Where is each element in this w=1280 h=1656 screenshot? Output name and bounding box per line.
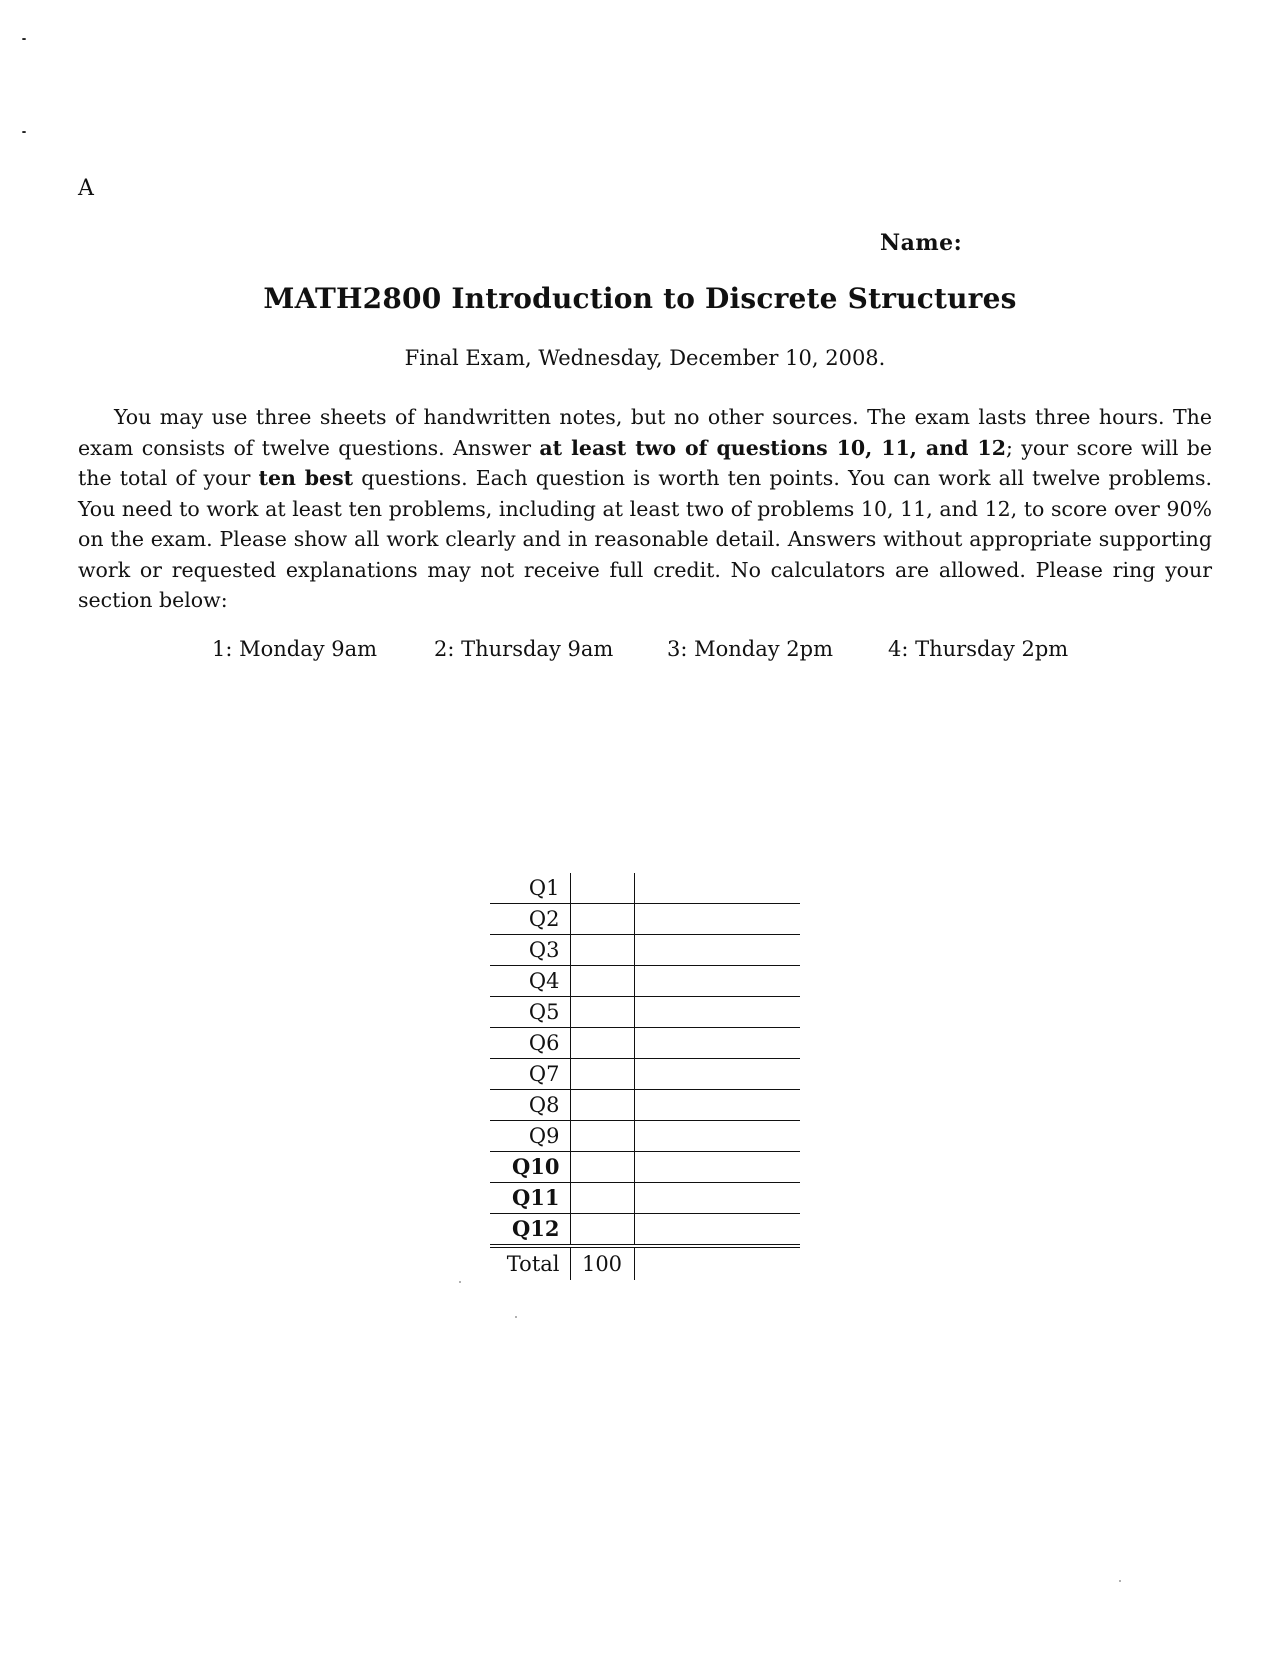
total-label: Total bbox=[506, 1252, 560, 1276]
points-cell bbox=[570, 873, 634, 904]
score-row-total bbox=[490, 1246, 800, 1280]
score-cell bbox=[634, 1214, 800, 1247]
score-row-q9 bbox=[490, 1121, 800, 1152]
exam-version-letter: A bbox=[78, 176, 94, 201]
course-title: MATH2800 Introduction to Discrete Structures bbox=[263, 282, 1017, 315]
question-label: Q6 bbox=[490, 1028, 570, 1059]
score-row-q6 bbox=[490, 1028, 800, 1059]
section-option-3: 3: Monday 2pm bbox=[667, 637, 834, 661]
score-row-q3 bbox=[490, 935, 800, 966]
instructions-text-2: ; your score will be the total of your bbox=[78, 435, 1212, 490]
question-label: Q11 bbox=[490, 1183, 570, 1214]
question-label: Q5 bbox=[490, 997, 570, 1028]
question-label: Q8 bbox=[490, 1090, 570, 1121]
score-row-q10 bbox=[490, 1152, 800, 1183]
points-cell bbox=[570, 966, 634, 997]
score-cell bbox=[634, 935, 800, 966]
total-points: 100 bbox=[570, 1246, 634, 1280]
score-cell bbox=[634, 966, 800, 997]
section-option-4: 4: Thursday 2pm bbox=[888, 637, 1069, 661]
instructions-text-1: You may use three sheets of handwritten notes, but no other sources. The exam lasts three hours. The exam consists of twelve questions. Answer bbox=[78, 405, 1212, 460]
scan-speck bbox=[1119, 1580, 1121, 1582]
question-label: Q9 bbox=[490, 1121, 570, 1152]
question-label: Q10 bbox=[490, 1152, 570, 1183]
points-cell bbox=[570, 935, 634, 966]
score-row-q8 bbox=[490, 1090, 800, 1121]
score-row-q12 bbox=[490, 1214, 800, 1247]
question-label: Q3 bbox=[490, 935, 570, 966]
exam-subtitle: Final Exam, Wednesday, December 10, 2008. bbox=[404, 346, 886, 370]
score-row-q5 bbox=[490, 997, 800, 1028]
name-label: Name: bbox=[880, 230, 963, 256]
total-score-cell bbox=[634, 1246, 800, 1280]
instructions-text-3: questions. Each question is worth ten points. You can work all twelve problems. You need to work at least ten problems, including at least two of problems 10, 11, and 12, to score over 90% on the exam. Please show all work clearly and in reasonable detail. Answers without appropriate supporting work or requested explanations may not receive full credit. No calculators are allowed. Please ring your section below: bbox=[78, 466, 1212, 612]
instructions-emphasis-questions: at least two of questions 10, 11, and 12 bbox=[539, 435, 1006, 460]
scan-speck bbox=[22, 38, 26, 40]
score-cell bbox=[634, 1183, 800, 1214]
points-cell bbox=[570, 1121, 634, 1152]
score-cell bbox=[634, 1090, 800, 1121]
points-cell bbox=[570, 1090, 634, 1121]
score-cell bbox=[634, 1028, 800, 1059]
question-label: Q7 bbox=[490, 1059, 570, 1090]
score-table bbox=[490, 873, 800, 1280]
score-row-q4 bbox=[490, 966, 800, 997]
score-cell bbox=[634, 997, 800, 1028]
score-row-q1 bbox=[490, 873, 800, 904]
score-cell bbox=[634, 1121, 800, 1152]
question-label: Q1 bbox=[490, 873, 570, 904]
instructions-emphasis-ten-best: ten best bbox=[258, 466, 354, 490]
points-cell bbox=[570, 1059, 634, 1090]
question-label: Q12 bbox=[490, 1214, 570, 1247]
question-label: Q4 bbox=[490, 966, 570, 997]
section-option-2: 2: Thursday 9am bbox=[434, 637, 614, 661]
section-option-1: 1: Monday 9am bbox=[212, 637, 378, 661]
question-label: Q2 bbox=[490, 904, 570, 935]
scan-speck bbox=[515, 1316, 517, 1318]
points-cell bbox=[570, 1183, 634, 1214]
score-row-q11 bbox=[490, 1183, 800, 1214]
score-cell bbox=[634, 873, 800, 904]
points-cell bbox=[570, 997, 634, 1028]
score-cell bbox=[634, 1059, 800, 1090]
points-cell bbox=[570, 1214, 634, 1247]
score-cell bbox=[634, 904, 800, 935]
score-cell bbox=[634, 1152, 800, 1183]
score-row-q2 bbox=[490, 904, 800, 935]
scan-speck bbox=[22, 131, 26, 133]
scan-speck bbox=[459, 1281, 461, 1283]
score-row-q7 bbox=[490, 1059, 800, 1090]
exam-instructions bbox=[78, 402, 1212, 616]
points-cell bbox=[570, 904, 634, 935]
points-cell bbox=[570, 1028, 634, 1059]
points-cell bbox=[570, 1152, 634, 1183]
